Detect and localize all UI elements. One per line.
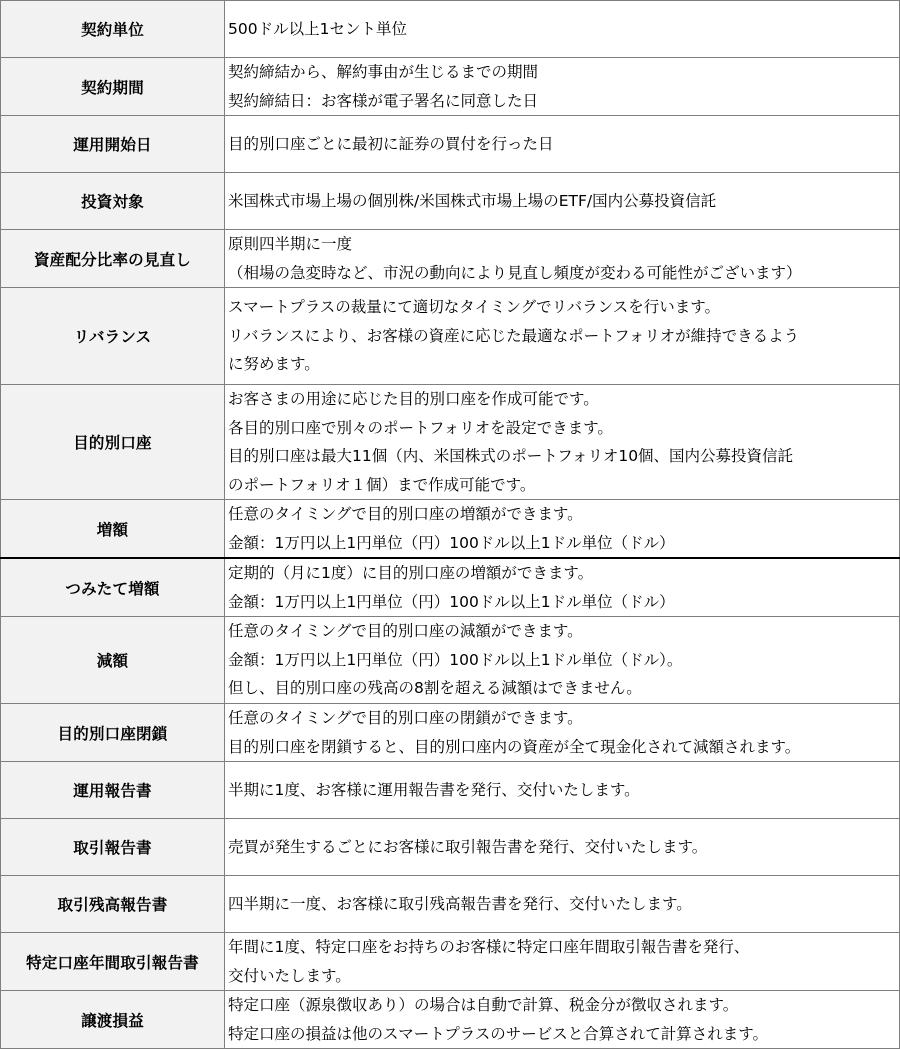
value-line: 金額：1万円以上1円単位（円）100ドル以上1ドル単位（ドル） (228, 592, 675, 611)
value-line: 特定口座の損益は他のスマートプラスのサービスと合算されて計算されます。 (228, 1024, 769, 1043)
table-row (1, 116, 900, 173)
value-line: 金額：1万円以上1円単位（円）100ドル以上1ドル単位（ドル） (228, 533, 675, 552)
row-value-investment-target (225, 173, 900, 230)
row-value-account-closure (225, 704, 900, 762)
row-value-increase (225, 500, 900, 559)
table-row (1, 617, 900, 704)
row-label-balance-report: 取引残高報告書 (1, 876, 225, 933)
value-line: 契約締結日：お客様が電子署名に同意した日 (228, 91, 539, 110)
value-line: 任意のタイミングで目的別口座の減額ができます。 (228, 622, 583, 641)
row-label-contract-unit: 契約単位 (1, 1, 225, 58)
table-row (1, 230, 900, 288)
row-label-contract-period: 契約期間 (1, 58, 225, 116)
row-value-capital-gains (225, 991, 900, 1049)
table-row (1, 933, 900, 991)
value-line: 金額：1万円以上1円単位（円）100ドル以上1ドル単位（ドル）。 (228, 650, 683, 669)
row-label-account-closure: 目的別口座閉鎖 (1, 704, 225, 762)
table-row (1, 1, 900, 58)
row-value-decrease (225, 617, 900, 704)
value-line: 定期的（月に1度）に目的別口座の増額ができます。 (228, 564, 594, 582)
value-line: リバランスにより、お客様の資産に応じた最適なポートフォリオが維持できるよう (228, 326, 800, 345)
row-value-start-date (225, 116, 900, 173)
row-label-allocation-review: 資産配分比率の見直し (1, 230, 225, 288)
value-line: 特定口座（源泉徴収あり）の場合は自動で計算、税金分が徴収されます。 (228, 996, 739, 1014)
table-row (1, 385, 900, 500)
row-label-increase: 増額 (1, 500, 225, 559)
value-line: 四半期に一度、お客様に取引残高報告書を発行、交付いたします。 (228, 894, 692, 913)
value-line: 交付いたします。 (228, 966, 351, 985)
table-row (1, 558, 900, 617)
row-label-start-date: 運用開始日 (1, 116, 225, 173)
value-line: （相場の急変時など、市況の動向により見直し頻度が変わる可能性がございます） (228, 263, 802, 282)
value-line: 目的別口座ごとに最初に証券の買付を行った日 (228, 134, 554, 153)
table-row (1, 288, 900, 385)
row-value-goal-account (225, 385, 900, 500)
value-line: 年間に1度、特定口座をお持ちのお客様に特定口座年間取引報告書を発行、 (228, 938, 750, 956)
row-value-annual-trade-report (225, 933, 900, 991)
value-line: 但し、目的別口座の残高の8割を超える減額はできません。 (228, 679, 642, 698)
value-line: 米国株式市場上場の個別株/米国株式市場上場のETF/国内公募投資信託 (228, 191, 717, 210)
table-row (1, 762, 900, 819)
value-line: スマートプラスの裁量にて適切なタイミングでリバランスを行います。 (228, 298, 720, 317)
table-row (1, 704, 900, 762)
row-label-trade-report: 取引報告書 (1, 819, 225, 876)
value-line: 契約締結から、解約事由が生じるまでの期間 (228, 63, 539, 81)
table-row (1, 991, 900, 1049)
row-label-decrease: 減額 (1, 617, 225, 704)
table-row (1, 819, 900, 876)
row-value-contract-period (225, 58, 900, 116)
table-row (1, 58, 900, 116)
row-value-contract-unit (225, 1, 900, 58)
row-label-investment-target: 投資対象 (1, 173, 225, 230)
row-label-capital-gains: 譲渡損益 (1, 991, 225, 1049)
value-line: 半期に1度、お客様に運用報告書を発行、交付いたします。 (228, 780, 640, 799)
value-line: お客さまの用途に応じた目的別口座を作成可能です。 (228, 390, 599, 408)
value-line: 売買が発生するごとにお客様に取引報告書を発行、交付いたします。 (228, 837, 708, 856)
value-line: 任意のタイミングで目的別口座の増額ができます。 (228, 505, 583, 523)
row-value-management-report (225, 762, 900, 819)
row-value-rebalance (225, 288, 900, 385)
row-label-rebalance: リバランス (1, 288, 225, 385)
row-value-allocation-review (225, 230, 900, 288)
value-line: 原則四半期に一度 (228, 235, 353, 253)
value-line: に努めます。 (228, 355, 320, 374)
table-row (1, 173, 900, 230)
value-line: 任意のタイミングで目的別口座の閉鎖ができます。 (228, 709, 583, 727)
row-value-recurring-increase (225, 558, 900, 617)
table-row (1, 500, 900, 559)
value-line: 目的別口座を閉鎖すると、目的別口座内の資産が全て現金化されて減額されます。 (228, 737, 801, 756)
table-row (1, 876, 900, 933)
row-label-recurring-increase: つみたて増額 (1, 558, 225, 617)
row-label-management-report: 運用報告書 (1, 762, 225, 819)
row-value-trade-report (225, 819, 900, 876)
row-value-balance-report (225, 876, 900, 933)
value-line: 各目的別口座で別々のポートフォリオを設定できます。 (228, 418, 613, 437)
value-line: 500ドル以上1セント単位 (228, 19, 407, 38)
row-label-annual-trade-report: 特定口座年間取引報告書 (1, 933, 225, 991)
value-line: 目的別口座は最大11個（内、米国株式のポートフォリオ10個、国内公募投資信託 (228, 447, 794, 465)
value-line: のポートフォリオ１個）まで作成可能です。 (228, 475, 536, 494)
row-label-goal-account: 目的別口座 (1, 385, 225, 500)
